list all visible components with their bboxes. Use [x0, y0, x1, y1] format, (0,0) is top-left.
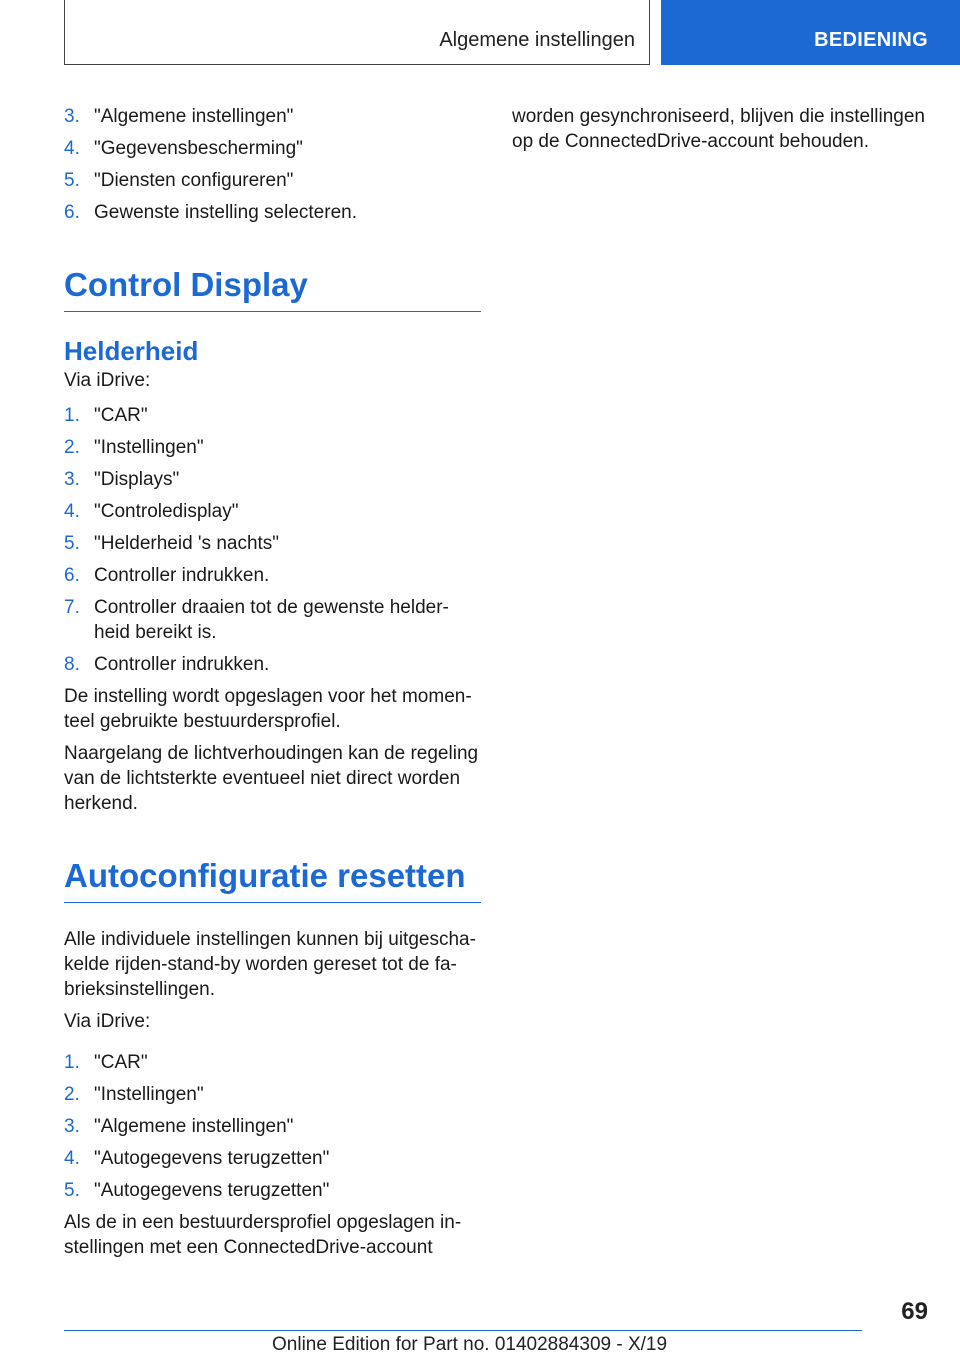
step-number: 1.: [64, 1052, 80, 1073]
step-number: 1.: [64, 405, 80, 426]
right-column: [512, 104, 932, 161]
step-text: "Helderheid 's nachts": [94, 533, 280, 554]
step-number: 3.: [64, 469, 80, 490]
step-number: 6.: [64, 202, 80, 223]
list-item: [64, 531, 481, 556]
step-number: 6.: [64, 565, 80, 586]
header-section-title: Algemene instellingen: [439, 29, 635, 51]
step-number: 2.: [64, 437, 80, 458]
step-text: "Gegevensbescherming": [94, 138, 303, 159]
list-item: [64, 1050, 481, 1075]
via-idrive-label: Via iDrive:: [64, 1011, 151, 1032]
list-item: [64, 136, 481, 161]
footer-divider: [64, 1330, 862, 1331]
list-item: [64, 104, 481, 129]
header-section-box: [64, 0, 650, 65]
step-number: 8.: [64, 654, 80, 675]
step-text: Controller indrukken.: [94, 565, 270, 586]
step-text: "Diensten configureren": [94, 170, 294, 191]
step-text: Controller draaien tot de gewenste helder-heid bereikt is.: [94, 597, 449, 643]
list-item: [64, 1082, 481, 1107]
continued-steps-list: [64, 104, 481, 225]
heading-control-display: Control Display: [64, 265, 481, 312]
helderheid-para-2: Naargelang de lichtverhoudingen kan de regeling van de lichtsterkte eventueel niet direct worden herkend.: [64, 743, 479, 814]
chapter-tab-label: BEDIENING: [814, 29, 928, 51]
list-item: [64, 1146, 481, 1171]
step-number: 4.: [64, 1148, 80, 1169]
step-text: "Controledisplay": [94, 501, 239, 522]
helderheid-steps-list: [64, 403, 481, 677]
step-text: "Algemene instellingen": [94, 1116, 294, 1137]
autoconfig-para-1: Alle individuele instellingen kunnen bij uitgescha-kelde rijden-stand-by worden gereset tot de fa-brieksinstellingen.: [64, 929, 476, 1000]
helderheid-para-1: De instelling wordt opgeslagen voor het momen-teel gebruikte bestuurdersprofiel.: [64, 686, 472, 732]
step-number: 5.: [64, 1180, 80, 1201]
step-number: 4.: [64, 138, 80, 159]
chapter-tab[interactable]: [661, 0, 960, 65]
step-text: "Autogegevens terugzetten": [94, 1148, 330, 1169]
list-item: [64, 403, 481, 428]
step-number: 7.: [64, 597, 80, 618]
list-item: [64, 652, 481, 677]
list-item: [64, 1114, 481, 1139]
step-text: "Instellingen": [94, 437, 204, 458]
list-item: [64, 563, 481, 588]
via-idrive-label: Via iDrive:: [64, 370, 151, 391]
footer-edition-text: Online Edition for Part no. 01402884309 - X/19: [272, 1334, 668, 1355]
step-text: "Instellingen": [94, 1084, 204, 1105]
list-item: [64, 499, 481, 524]
autoconfig-para-2: Als de in een bestuurdersprofiel opgeslagen in-stellingen met een ConnectedDrive-account: [64, 1212, 462, 1258]
step-number: 5.: [64, 533, 80, 554]
step-text: "Algemene instellingen": [94, 106, 294, 127]
list-item: [64, 200, 481, 225]
list-item: [64, 595, 481, 645]
step-text: Controller indrukken.: [94, 654, 270, 675]
list-item: [64, 1178, 481, 1203]
step-text: "CAR": [94, 405, 148, 426]
list-item: [64, 467, 481, 492]
step-number: 3.: [64, 106, 80, 127]
step-text: "CAR": [94, 1052, 148, 1073]
list-item: [64, 168, 481, 193]
autoconfig-steps-list: [64, 1050, 481, 1203]
left-column: [64, 104, 481, 1267]
step-text: "Autogegevens terugzetten": [94, 1180, 330, 1201]
list-item: [64, 435, 481, 460]
continued-paragraph: worden gesynchroniseerd, blijven die instellingen op de ConnectedDrive-account behouden.: [512, 106, 925, 152]
step-text: "Displays": [94, 469, 180, 490]
heading-autoconfiguratie: Autoconfiguratie resetten: [64, 856, 481, 903]
subheading-helderheid: Helderheid: [64, 336, 199, 366]
step-number: 5.: [64, 170, 80, 191]
step-text: Gewenste instelling selecteren.: [94, 202, 357, 223]
step-number: 3.: [64, 1116, 80, 1137]
step-number: 2.: [64, 1084, 80, 1105]
page-number: 69: [901, 1298, 928, 1325]
step-number: 4.: [64, 501, 80, 522]
